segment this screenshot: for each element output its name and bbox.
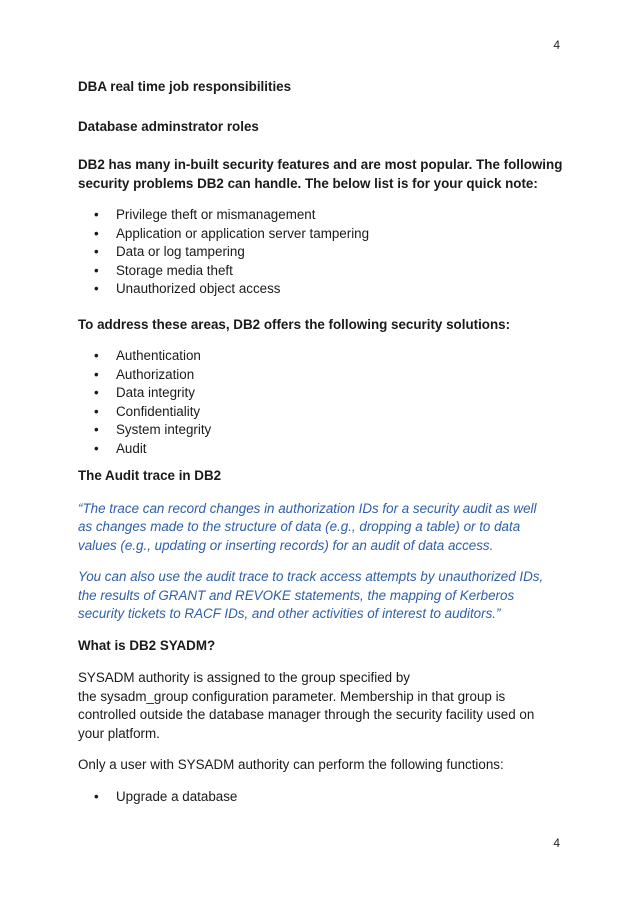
bullet-icon: • [94, 422, 99, 437]
list-item-text: Storage media theft [116, 262, 233, 278]
bullet-icon: • [94, 788, 99, 804]
quote-line: security tickets to RACF IDs, and other activities of interest to auditors.” [78, 606, 501, 621]
bullet-icon: • [94, 385, 99, 400]
bullet-icon: • [94, 262, 99, 278]
section-heading-roles: Database adminstrator roles [78, 118, 259, 134]
bullet-icon: • [94, 244, 99, 259]
bullet-icon: • [94, 207, 99, 222]
list-item-text: Authentication [116, 348, 201, 363]
intro-paragraph [78, 156, 562, 193]
page-number-top: 4 [553, 38, 560, 52]
paragraph-line: SYSADM authority is assigned to the group specified by [78, 670, 410, 685]
functions-intro: Only a user with SYSADM authority can perform the following functions: [78, 757, 504, 772]
intro-line: security problems DB2 can handle. The below list is for your quick note: [78, 175, 538, 191]
quote-line: as changes made to the structure of data (e.g., dropping a table) or to data [78, 519, 521, 534]
list-item [78, 366, 562, 385]
bullet-icon: • [94, 225, 99, 241]
solutions-list [78, 347, 562, 458]
bullet-icon: • [94, 403, 99, 419]
bullet-icon: • [94, 366, 99, 382]
bullet-icon: • [94, 440, 99, 456]
paragraph-line: controlled outside the database manager through the security facility used on [78, 707, 535, 722]
functions-list [78, 788, 562, 807]
intro-line: DB2 has many in-built security features and are most popular. The following [78, 157, 563, 172]
audit-quote-2 [78, 568, 562, 624]
list-item-text: Application or application server tampering [116, 225, 370, 241]
page-content [78, 78, 562, 806]
list-item [78, 421, 562, 440]
list-item [78, 440, 562, 459]
document-title: DBA real time job responsibilities [78, 79, 292, 94]
list-item-text: Authorization [116, 366, 195, 382]
bullet-icon: • [94, 281, 99, 296]
list-item-text: Confidentiality [116, 403, 201, 419]
list-item [78, 788, 562, 807]
paragraph-line: the sysadm_group configuration parameter. Membership in that group is [78, 688, 506, 704]
list-item [78, 225, 562, 244]
list-item-text: System integrity [116, 422, 212, 437]
problems-list [78, 206, 562, 299]
bullet-icon: • [94, 348, 99, 363]
page-number-bottom: 4 [553, 836, 560, 850]
list-item [78, 280, 562, 299]
solutions-heading: To address these areas, DB2 offers the following security solutions: [78, 316, 511, 332]
list-item-text: Audit [116, 440, 147, 456]
quote-line: values (e.g., updating or inserting records) for an audit of data access. [78, 537, 494, 553]
list-item-text: Unauthorized object access [116, 281, 281, 296]
syadm-paragraph [78, 669, 562, 743]
audit-quote-1 [78, 500, 562, 556]
list-item-text: Data integrity [116, 385, 195, 400]
list-item [78, 403, 562, 422]
quote-line: You can also use the audit trace to track access attempts by unauthorized IDs, [78, 569, 544, 584]
paragraph-line: your platform. [78, 725, 160, 741]
quote-line: the results of GRANT and REVOKE statements, the mapping of Kerberos [78, 587, 515, 603]
quote-line: “The trace can record changes in authorization IDs for a security audit as well [78, 500, 537, 516]
list-item-text: Privilege theft or mismanagement [116, 207, 316, 222]
audit-heading: The Audit trace in DB2 [78, 468, 222, 483]
list-item-text: Upgrade a database [116, 788, 238, 804]
list-item-text: Data or log tampering [116, 244, 245, 259]
list-item [78, 347, 562, 366]
list-item [78, 243, 562, 262]
syadm-heading: What is DB2 SYADM? [78, 637, 216, 653]
list-item [78, 384, 562, 403]
list-item [78, 206, 562, 225]
list-item [78, 262, 562, 281]
